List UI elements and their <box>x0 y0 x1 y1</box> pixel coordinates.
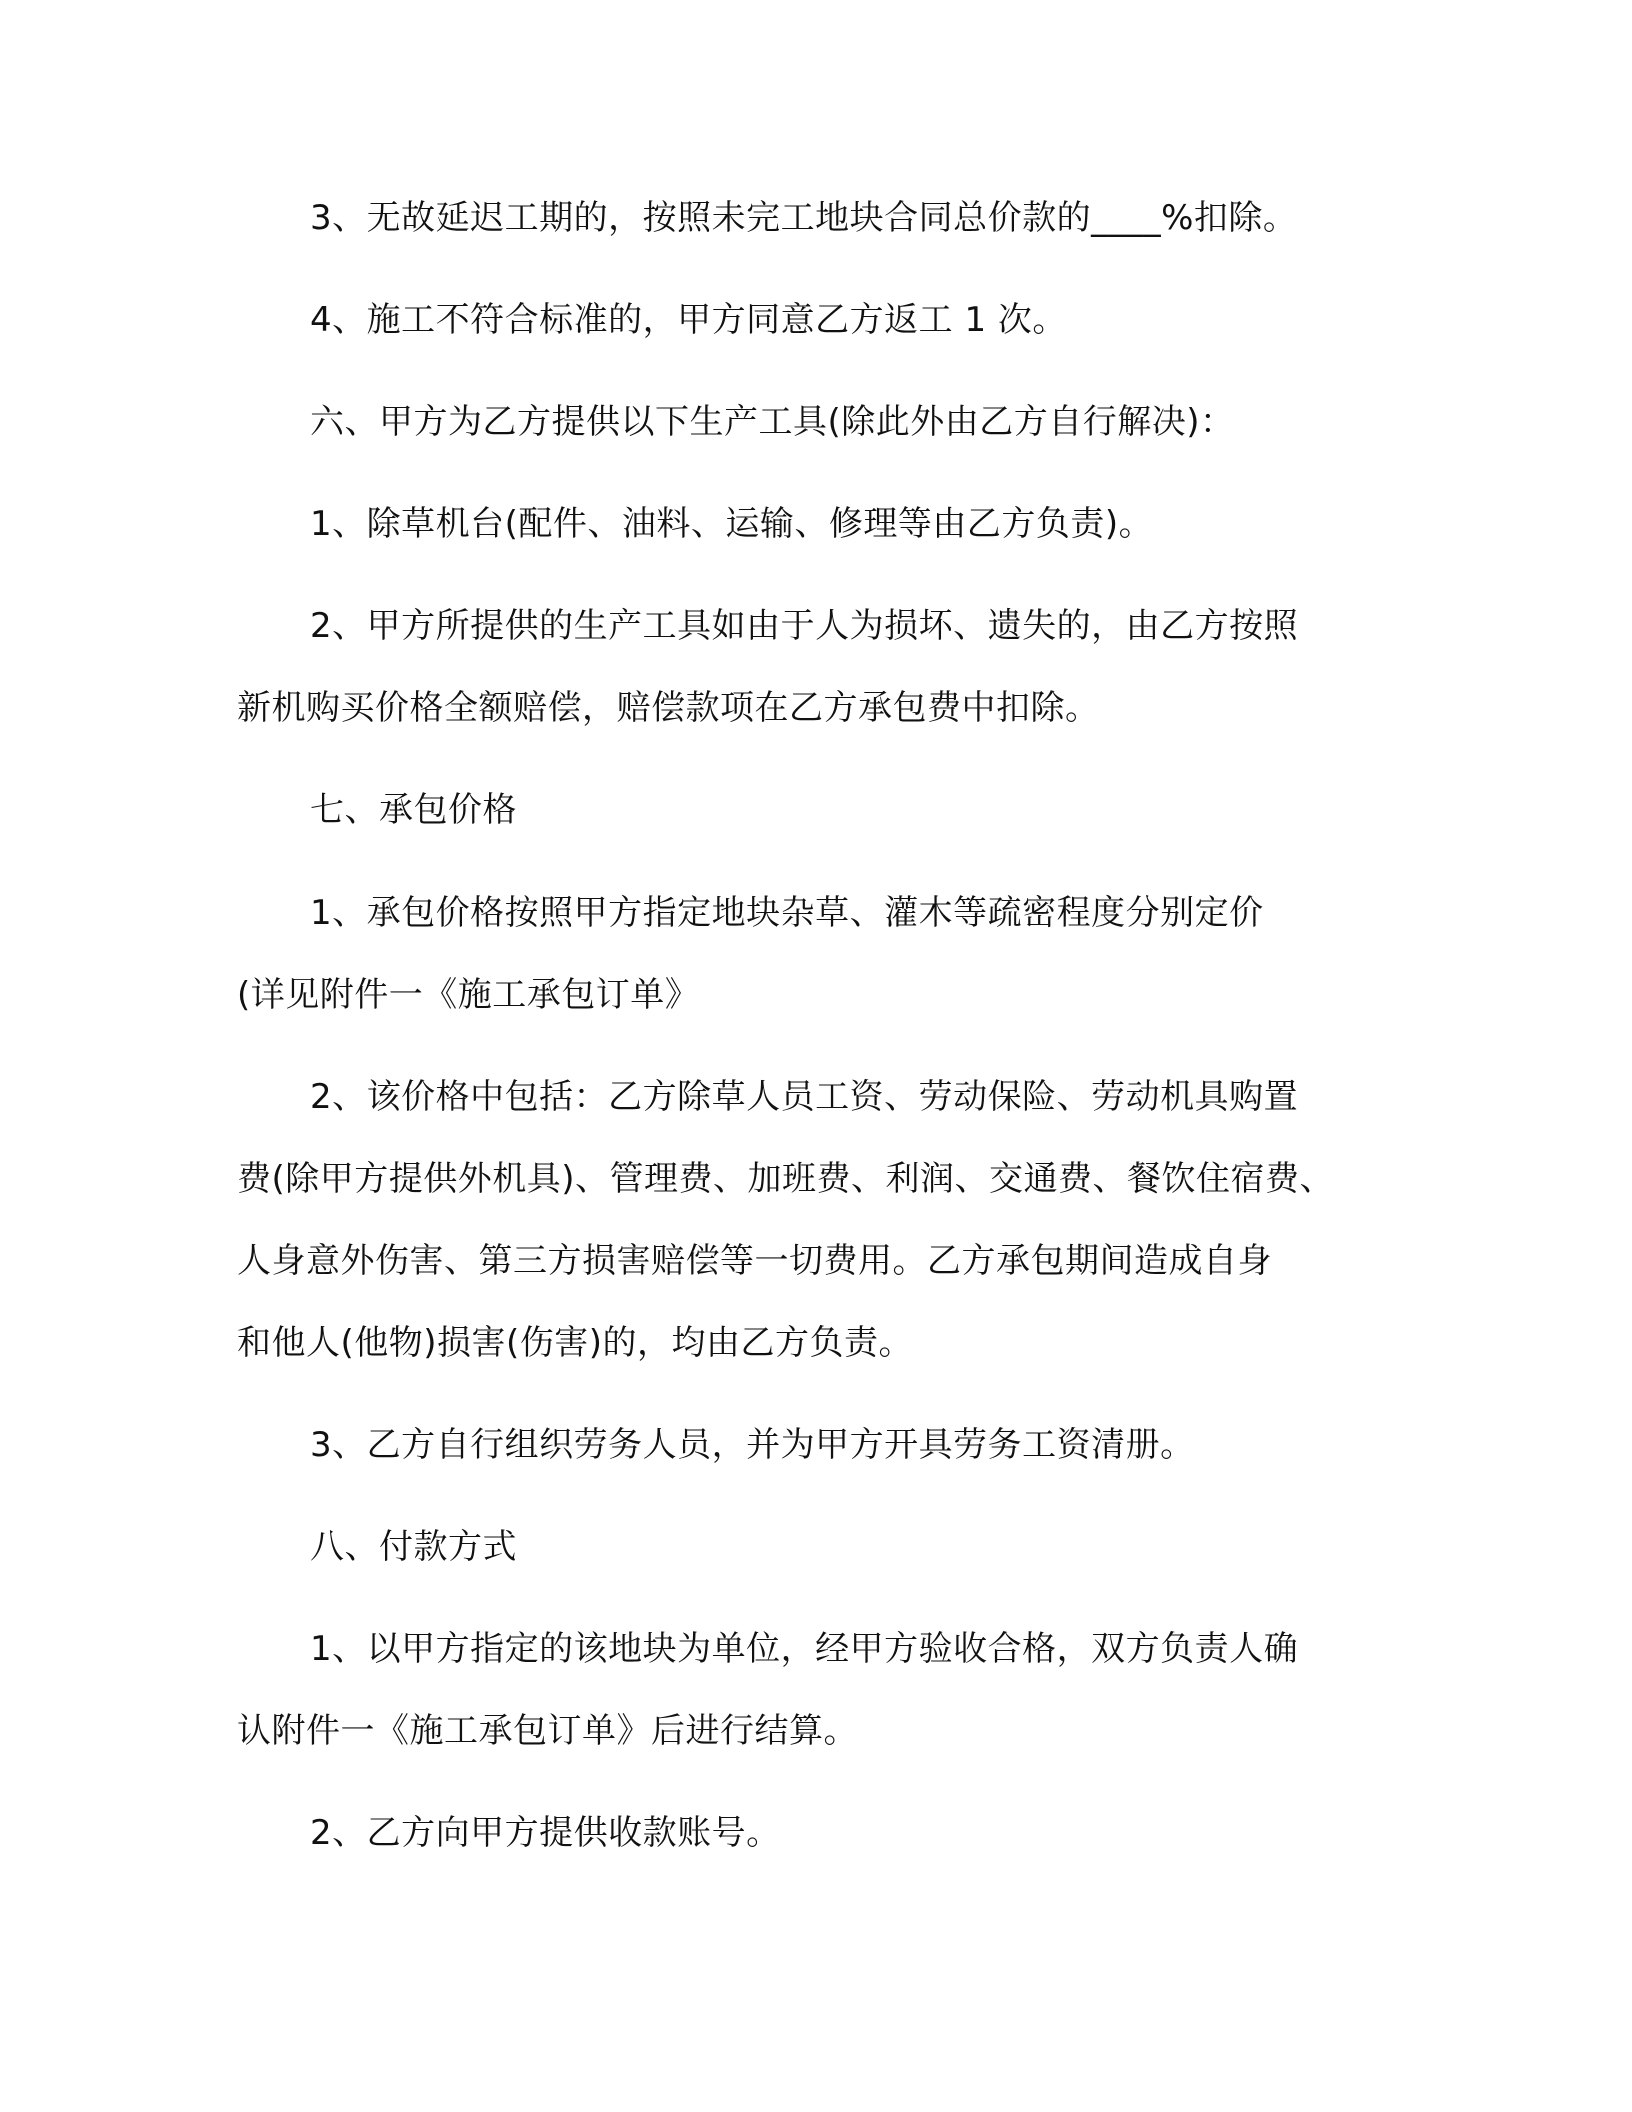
clause-7-2-line-1: 2、该价格中包括：乙方除草人员工资、劳动保险、劳动机具购置 <box>310 1077 1299 1117</box>
clause-6-2-line-2: 新机购买价格全额赔偿，赔偿款项在乙方承包费中扣除。 <box>237 688 1100 728</box>
clause-7-1-line-2: (详见附件一《施工承包订单》 <box>237 975 700 1015</box>
clause-6-2-line-1: 2、甲方所提供的生产工具如由于人为损坏、遗失的，由乙方按照 <box>310 606 1299 646</box>
section-7-heading: 七、承包价格 <box>310 790 517 830</box>
clause-7-2-line-3: 人身意外伤害、第三方损害赔偿等一切费用。乙方承包期间造成自身 <box>237 1241 1272 1281</box>
section-8-heading: 八、付款方式 <box>310 1527 517 1567</box>
clause-7-3-labor: 3、乙方自行组织劳务人员，并为甲方开具劳务工资清册。 <box>310 1425 1195 1465</box>
clause-8-1-line-1: 1、以甲方指定的该地块为单位，经甲方验收合格，双方负责人确 <box>310 1629 1299 1669</box>
section-6-heading: 六、甲方为乙方提供以下生产工具(除此外由乙方自行解决)： <box>310 402 1235 442</box>
clause-3-delay-deduction: 3、无故延迟工期的，按照未完工地块合同总价款的____%扣除。 <box>310 198 1298 238</box>
clause-6-1-mower: 1、除草机台(配件、油料、运输、修理等由乙方负责)。 <box>310 504 1154 544</box>
clause-7-2-line-4: 和他人(他物)损害(伤害)的，均由乙方负责。 <box>237 1323 914 1363</box>
clause-8-2-account: 2、乙方向甲方提供收款账号。 <box>310 1813 781 1853</box>
clause-8-1-line-2: 认附件一《施工承包订单》后进行结算。 <box>237 1711 858 1751</box>
clause-7-1-line-1: 1、承包价格按照甲方指定地块杂草、灌木等疏密程度分别定价 <box>310 893 1264 933</box>
clause-7-2-line-2: 费(除甲方提供外机具)、管理费、加班费、利润、交通费、餐饮住宿费、 <box>237 1159 1335 1199</box>
clause-4-rework: 4、施工不符合标准的，甲方同意乙方返工 1 次。 <box>310 300 1067 340</box>
